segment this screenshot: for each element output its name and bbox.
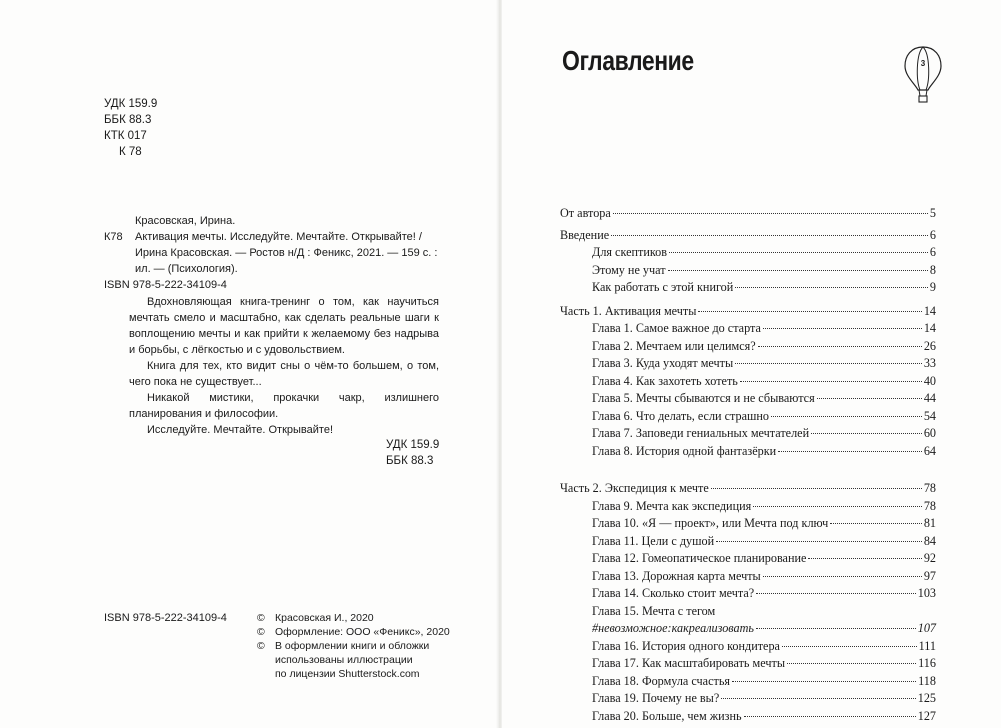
toc-leader [698, 311, 921, 312]
toc-label: Часть 1. Активация мечты [560, 303, 697, 318]
toc-item[interactable] [560, 480, 936, 498]
toc-page: 125 [917, 691, 936, 705]
toc-page: 97 [923, 568, 936, 583]
toc-item[interactable] [560, 620, 936, 638]
toc-label: Глава 12. Гомеопатическое планирование [592, 551, 807, 565]
ktk-code: КТК 017 [104, 130, 147, 142]
toc-page: 84 [923, 533, 936, 548]
toc-page: 64 [923, 443, 936, 458]
toc-label: Для скептиков [592, 245, 668, 259]
toc-leader [716, 541, 922, 542]
toc-item[interactable] [560, 320, 936, 338]
catalog-line: Ирина Красовская. — Ростов н/Д : Феникс, 2021. — 159 с. : [135, 247, 438, 259]
toc-leader [732, 681, 916, 682]
toc-leader [782, 646, 917, 647]
classification-codes-bottom [386, 437, 439, 469]
toc-leader [756, 628, 916, 629]
catalog-code: К78 [104, 231, 123, 243]
annotation-paragraph: Никакой мистики, прокачки чакр, излишнего планирования и философии. [129, 392, 439, 420]
toc-label: Глава 16. История одного кондитера [592, 638, 780, 653]
copyright-symbol: © [257, 640, 265, 652]
copyright-text: использованы иллюстрации [275, 654, 413, 666]
toc-leader [763, 576, 922, 577]
toc-page: 103 [917, 586, 936, 600]
toc-label: Глава 3. Куда уходят мечты [592, 356, 734, 370]
toc-label: Глава 18. Формула счастья [592, 673, 730, 688]
catalog-line: Активация мечты. Исследуйте. Мечтайте. Открывайте! / [135, 231, 422, 243]
toc-page: 6 [929, 227, 936, 242]
annotation-paragraph: Исследуйте. Мечтайте. Открывайте! [147, 424, 334, 436]
toc-leader [778, 451, 922, 452]
toc-label: Глава 9. Мечта как экспедиция [592, 498, 752, 513]
toc-item[interactable] [560, 262, 936, 280]
balloon-icon [903, 44, 943, 106]
toc-page: 116 [918, 656, 936, 670]
catalog-line: ил. — (Психология). [135, 263, 238, 275]
toc-page: 14 [923, 321, 936, 335]
author-mark: К 78 [119, 146, 142, 158]
toc-label: Глава 5. Мечты сбываются и не сбываются [592, 391, 815, 405]
toc-item[interactable] [560, 673, 936, 691]
annotation-paragraph: Книга для тех, кто видит сны о чём-то большем, о том, чего пока не существует... [129, 360, 439, 388]
page-number: 3 [920, 59, 926, 68]
toc-page: 33 [923, 356, 936, 370]
copyright-symbol: © [257, 612, 265, 624]
toc-page: 111 [918, 638, 936, 653]
toc-item[interactable] [560, 373, 936, 391]
toc-leader [721, 698, 915, 699]
toc-leader [611, 235, 928, 236]
bbk-code: ББК 88.3 [386, 455, 434, 467]
toc-item[interactable] [560, 533, 936, 551]
isbn: ISBN 978-5-222-34109-4 [104, 279, 227, 291]
toc-page: 26 [923, 338, 936, 353]
toc-item[interactable] [560, 338, 936, 356]
toc-item[interactable] [560, 498, 936, 516]
toc-page: 5 [929, 206, 936, 220]
toc-leader [758, 346, 922, 347]
toc-leader [735, 287, 928, 288]
toc-item[interactable] [560, 390, 936, 408]
toc-page: 14 [923, 303, 936, 318]
toc-label: Глава 14. Сколько стоит мечта? [592, 586, 755, 600]
toc-leader [735, 363, 922, 364]
copyright-line [257, 653, 450, 667]
toc-item[interactable] [560, 303, 936, 321]
toc-item[interactable] [560, 355, 936, 373]
toc-leader [711, 488, 922, 489]
classification-codes [104, 96, 157, 160]
toc-item[interactable] [560, 708, 936, 726]
toc-page: 60 [923, 426, 936, 440]
toc-item[interactable] [560, 244, 936, 262]
copyright-text: В оформлении книги и обложки [275, 640, 430, 652]
toc-page: 6 [929, 245, 936, 259]
catalog-description [135, 229, 455, 277]
toc-label: Глава 2. Мечтаем или целимся? [592, 338, 756, 353]
toc-label: Как работать с этой книгой [592, 280, 734, 294]
toc-item[interactable] [560, 638, 936, 656]
toc-page: 78 [923, 481, 936, 495]
toc-label: #невозможное:какреализовать [592, 621, 754, 635]
toc-label: От автора [560, 206, 611, 220]
toc-label: Глава 13. Дорожная карта мечты [592, 568, 761, 583]
toc-item[interactable] [560, 568, 936, 586]
toc-item[interactable] [560, 279, 936, 297]
toc-item[interactable] [560, 515, 936, 533]
toc-label: Глава 19. Почему не вы? [592, 691, 720, 705]
isbn-bottom: ISBN 978-5-222-34109-4 [104, 612, 227, 624]
toc-page: 40 [923, 373, 936, 388]
page-title: Оглавление [562, 45, 694, 76]
toc-leader [817, 398, 922, 399]
toc-page: 81 [923, 516, 936, 530]
toc-label: Глава 15. Мечта с тегом [592, 603, 716, 618]
toc-item[interactable] [560, 655, 936, 673]
toc-leader [744, 716, 916, 717]
toc-leader [669, 252, 928, 253]
toc-label: Глава 10. «Я — проект», или Мечта под ключ [592, 516, 829, 530]
toc-item[interactable] [560, 408, 936, 426]
toc-page: 118 [918, 673, 936, 688]
toc-leader [830, 523, 922, 524]
copyright-text: Красовская И., 2020 [275, 612, 374, 624]
copyright-line [257, 667, 450, 681]
copyright-line [257, 611, 450, 625]
annotation [129, 294, 439, 438]
toc-leader [763, 328, 922, 329]
toc-page: 44 [923, 391, 936, 405]
toc-item[interactable] [560, 603, 936, 621]
copyright-line [257, 639, 450, 653]
toc-label: Глава 11. Цели с душой [592, 533, 715, 548]
toc-leader [787, 663, 916, 664]
udk-code: УДК 159.9 [386, 439, 440, 451]
toc-label: Глава 4. Как захотеть хотеть [592, 373, 738, 388]
bbk-code: ББК 88.3 [104, 114, 152, 126]
toc-leader [808, 558, 921, 559]
toc-label: Глава 6. Что делать, если страшно [592, 408, 770, 423]
left-page [0, 0, 498, 728]
toc-page: 92 [923, 551, 936, 565]
toc-label: Часть 2. Экспедиция к мечте [560, 481, 709, 495]
toc-page: 54 [923, 408, 936, 423]
toc-label: Этому не учат [592, 262, 666, 277]
toc-page: 8 [929, 262, 936, 277]
toc-page: 9 [929, 280, 936, 294]
toc-label: Глава 17. Как масштабировать мечты [592, 656, 786, 670]
toc-leader [613, 213, 928, 214]
toc-leader [771, 416, 922, 417]
toc-item[interactable] [560, 443, 936, 461]
copyright-text: по лицензии Shutterstock.com [275, 668, 420, 680]
toc-leader [668, 270, 928, 271]
toc-leader [756, 593, 916, 594]
annotation-paragraph: Вдохновляющая книга-тренинг о том, как научиться мечтать смело и масштабно, как сделать реальные шаги к воплощению мечты и как прийти к желаемому без надрыва и борьбы, с лёгкостью и с удовольствием. [129, 296, 439, 356]
toc-label: Глава 20. Больше, чем жизнь [592, 708, 742, 723]
toc-label: Введение [560, 227, 610, 242]
udk-code: УДК 159.9 [104, 98, 158, 110]
toc-item[interactable] [560, 425, 936, 443]
toc-page: 127 [917, 708, 936, 723]
toc-item[interactable] [560, 205, 936, 223]
toc-item[interactable] [560, 550, 936, 568]
copyright-block [257, 611, 450, 681]
copyright-text: Оформление: ООО «Феникс», 2020 [275, 626, 450, 638]
catalog-author: Красовская, Ирина. [135, 215, 236, 227]
toc-label: Глава 1. Самое важное до старта [592, 321, 761, 335]
copyright-line [257, 625, 450, 639]
toc-item[interactable] [560, 227, 936, 245]
toc-item[interactable] [560, 585, 936, 603]
toc-leader [740, 381, 922, 382]
toc-item[interactable] [560, 690, 936, 708]
table-of-contents [560, 205, 936, 725]
right-page [502, 0, 1001, 728]
toc-page: 107 [917, 621, 936, 635]
toc-label: Глава 8. История одной фантазёрки [592, 443, 777, 458]
copyright-symbol: © [257, 626, 265, 638]
toc-page: 78 [923, 498, 936, 513]
toc-leader [811, 433, 922, 434]
toc-label: Глава 7. Заповеди гениальных мечтателей [592, 426, 810, 440]
toc-leader [753, 506, 922, 507]
